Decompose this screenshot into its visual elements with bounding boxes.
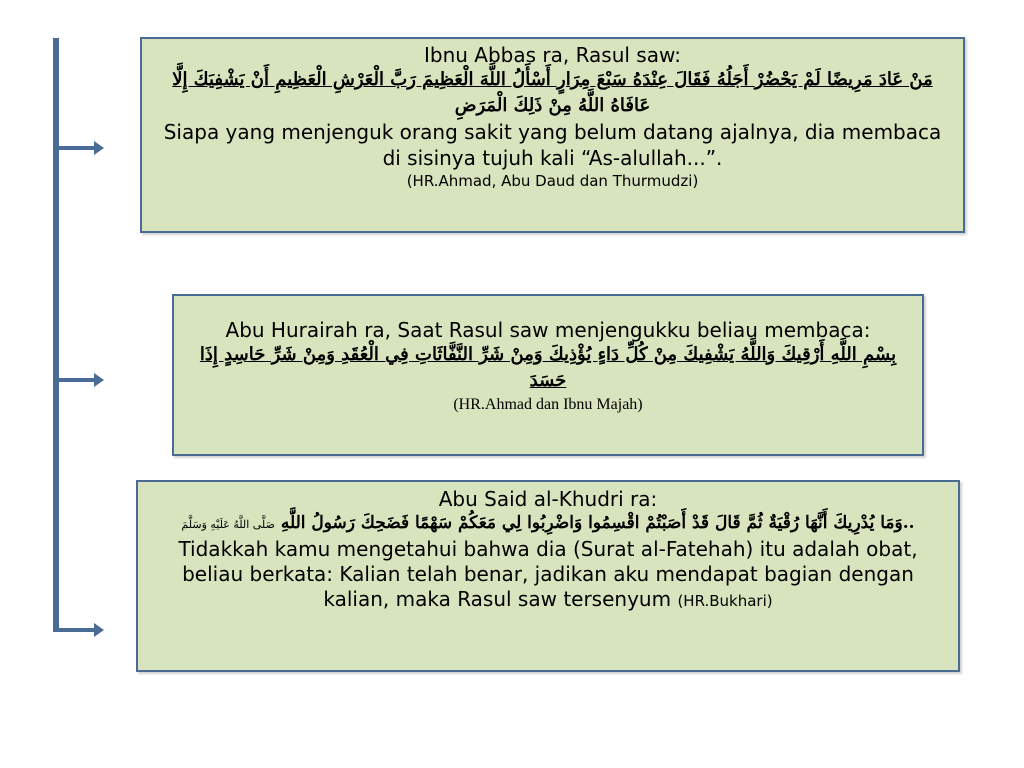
translation-text	[148, 537, 948, 614]
arabic-text-underlined: مَنْ عَادَ مَرِيضًا لَمْ يَحْضُرْ أَجَلُهُ فَقَالَ عِنْدَهُ سَبْعَ مِرَارٍ أَسْأَلُ اللَّهَ الْعَظِيمَ رَبَّ الْعَرْشِ الْعَظِيمِ أَنْ يَشْفِيَكَ إِلَّا	[172, 69, 933, 90]
hadith-box-abu-hurairah	[172, 294, 924, 456]
box-heading: Abu Hurairah ra, Saat Rasul saw menjengukku beliau membaca:	[225, 318, 871, 342]
arabic-text-main: ..وَمَا يُدْرِيكَ أَنَّهَا رُقْيَةٌ ثُمَّ قَالَ قَدْ أَصَبْتُمْ اقْسِمُوا وَاضْرِبُوا لِي مَعَكُمْ سَهْمًا فَضَحِكَ رَسُولُ اللَّهِ	[280, 513, 915, 533]
arrow-head-1	[94, 141, 104, 155]
hadith-box-abu-said	[136, 480, 960, 672]
arabic-text-rest: عَافَاهُ اللَّهُ مِنْ ذَلِكَ الْمَرَضِ	[454, 95, 651, 116]
source-citation: (HR.Ahmad dan Ibnu Majah)	[453, 396, 643, 413]
arabic-text	[154, 67, 951, 119]
arrow-head-3	[94, 623, 104, 637]
arabic-text	[148, 511, 948, 537]
source-citation: (HR.Bukhari)	[677, 592, 773, 610]
arabic-text-underlined: بِسْمِ اللَّهِ أَرْقِيكَ وَاللَّهُ يَشْفِيكَ مِنْ كُلِّ دَاءٍ يُؤْذِيكَ وَمِنْ شَرِّ النَّفَّاثَاتِ فِي الْعُقَدِ وَمِنْ شَرِّ حَاسِدٍ إِذَا حَسَدَ	[199, 344, 897, 391]
box-heading: Ibnu Abbas ra, Rasul saw:	[423, 43, 681, 67]
source-citation: (HR.Ahmad, Abu Daud dan Thurmudzi)	[406, 172, 699, 190]
arabic-text	[186, 342, 910, 394]
translation-body: Tidakkah kamu mengetahui bahwa dia (Surat al-Fatehah) itu adalah obat, beliau berkata: Kalian telah benar, jadikan aku mendapat bagian dengan kalian, maka Rasul saw tersenyum	[178, 537, 918, 611]
arabic-text-salawat: صَلَّى اللَّهُ عَلَيْهِ وَسَلَّمَ	[181, 518, 275, 531]
hadith-box-ibnu-abbas	[140, 37, 965, 233]
arrow-head-2	[94, 373, 104, 387]
translation-text: Siapa yang menjenguk orang sakit yang belum datang ajalnya, dia membaca di sisinya tujuh kali “As-alullah...”.	[163, 120, 942, 170]
box-heading: Abu Said al-Khudri ra:	[438, 487, 658, 511]
